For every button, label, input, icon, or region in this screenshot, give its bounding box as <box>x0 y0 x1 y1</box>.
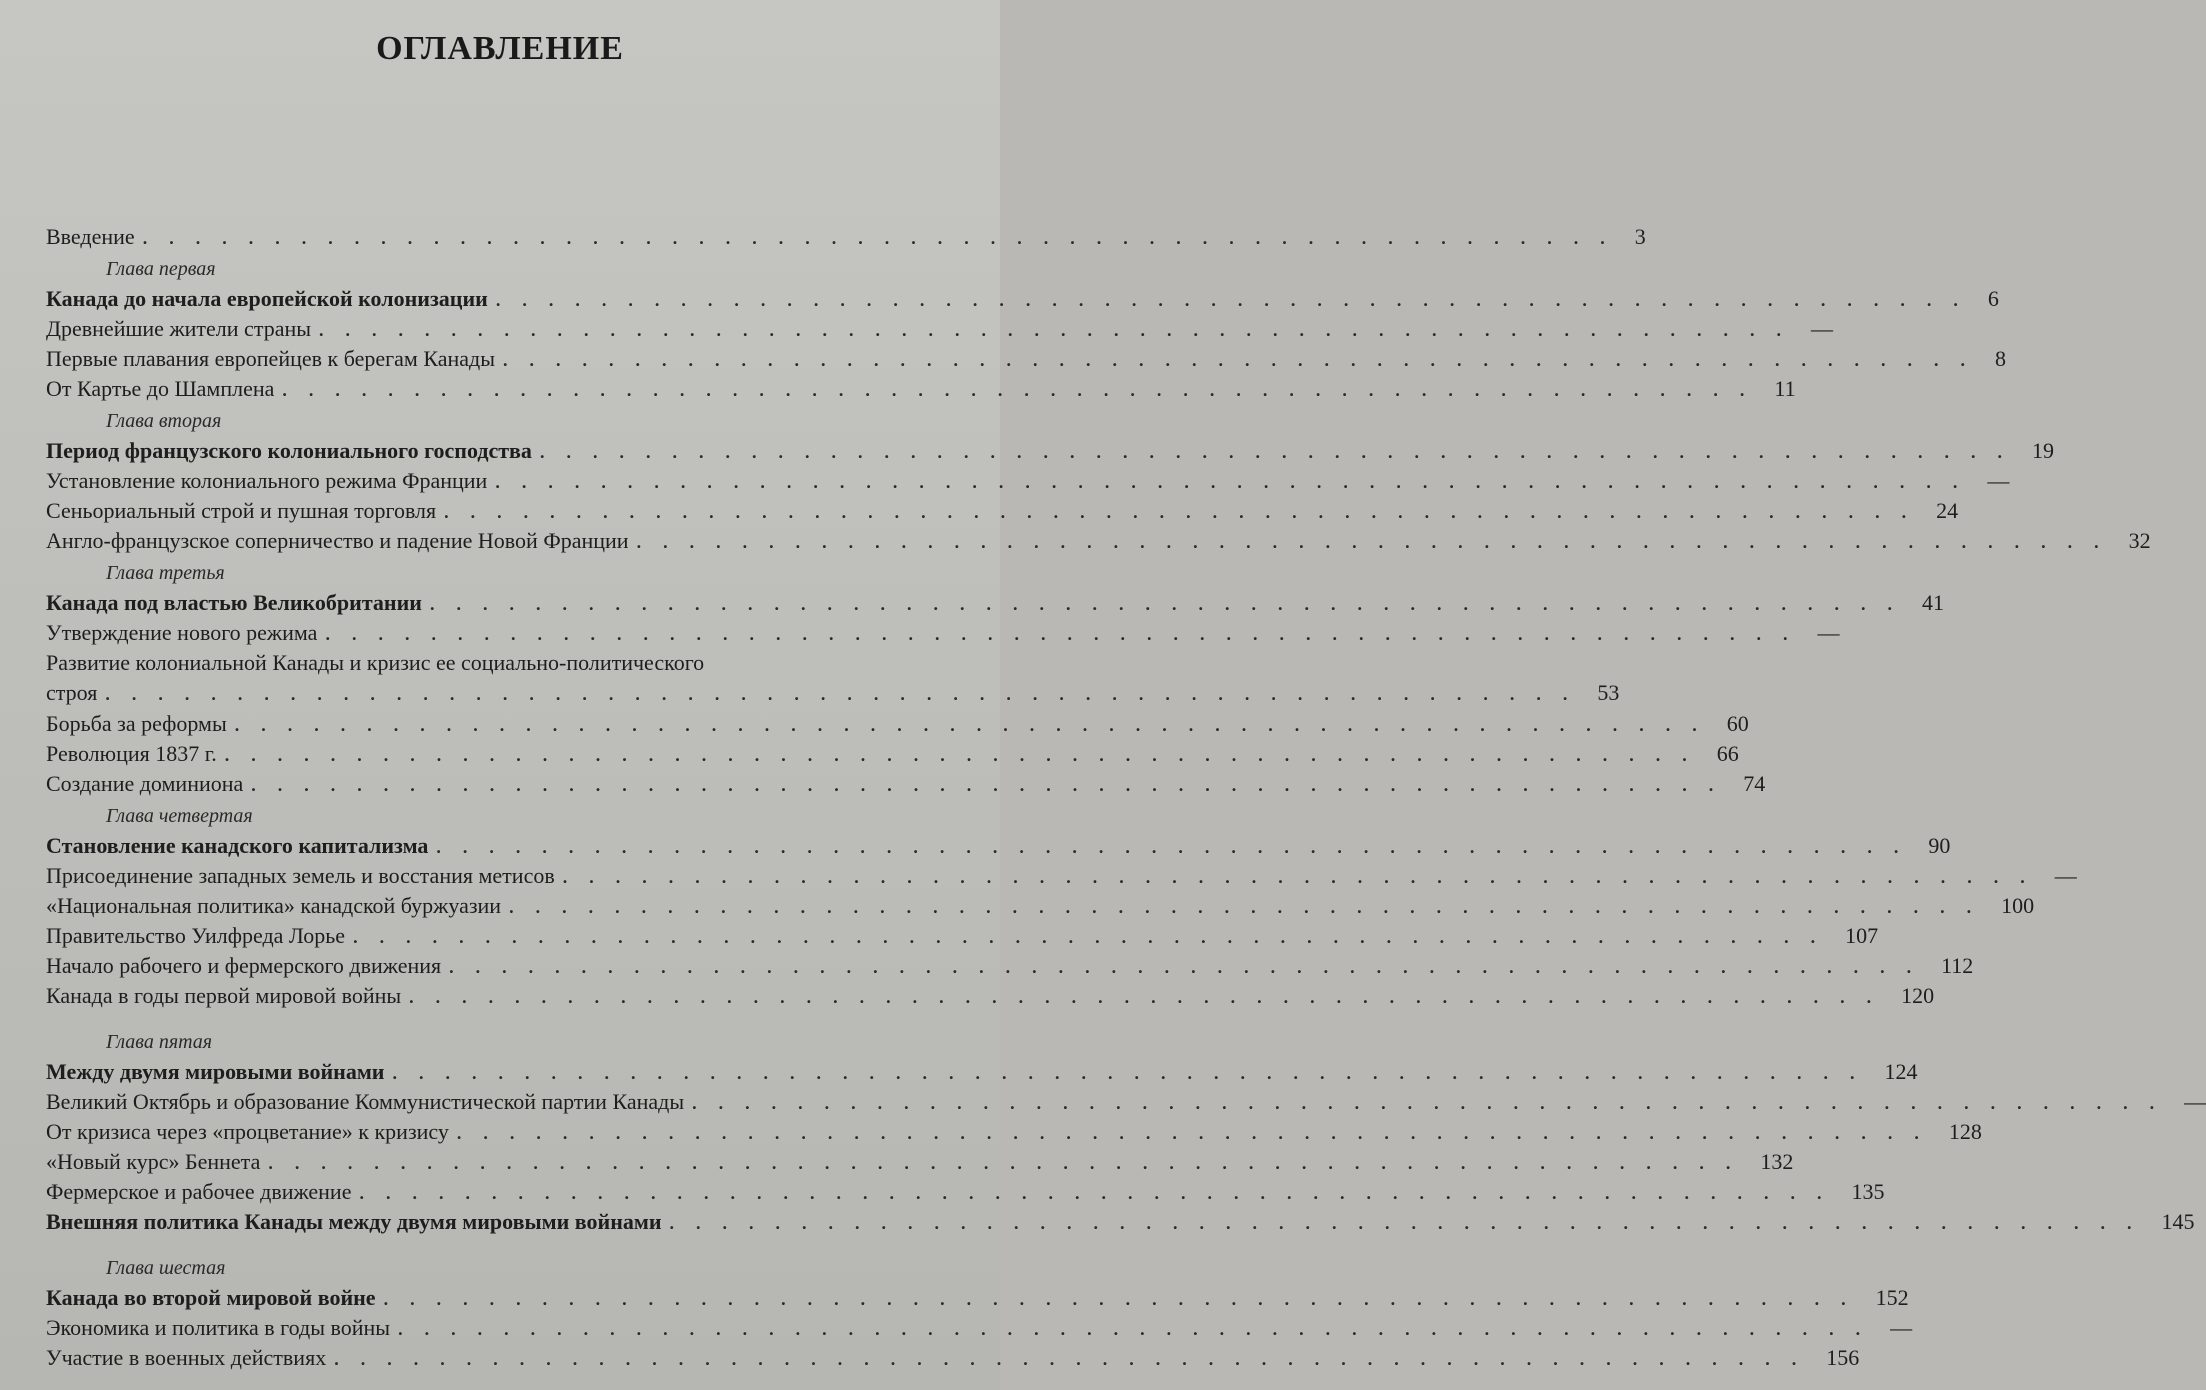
toc-chapter-title <box>46 436 2054 466</box>
leader-dots: ........................................................ <box>251 775 1736 795</box>
toc-entry-text: «Новый курс» Беннета <box>46 1149 261 1174</box>
toc-entry-text: Развитие колониальной Канады и кризис ее социально-политического <box>46 650 705 675</box>
toc-page-number: 6 <box>1987 286 1999 311</box>
toc-entry <box>46 1313 1913 1343</box>
toc-page-number: — <box>1811 316 1834 341</box>
leader-dots: ........................................................ <box>359 1183 1844 1203</box>
toc-entry-text-continued: строя <box>46 680 98 705</box>
toc-page-number: 152 <box>1875 1285 1909 1310</box>
leader-dots: ........................................................ <box>282 380 1767 400</box>
toc-page-number: — <box>2184 1089 2206 1114</box>
toc-entry-text: Первые плавания европейцев к берегам Канады <box>46 346 496 371</box>
toc-entry <box>46 1087 2206 1117</box>
toc-page-number: — <box>1890 1315 1913 1340</box>
leader-dots: ........................................................ <box>392 1063 1877 1083</box>
toc-entry <box>46 1207 2195 1237</box>
leader-dots: ........................................................ <box>409 987 1894 1007</box>
toc-page-number: 3 <box>1634 224 1646 249</box>
toc-page-number: 135 <box>1851 1179 1885 1204</box>
toc-page-number: 11 <box>1774 376 1796 401</box>
toc-page-number: 100 <box>2001 893 2035 918</box>
toc-page-number: 120 <box>1901 983 1935 1008</box>
leader-dots: ........................................................ <box>669 1213 2154 1233</box>
toc-entry <box>46 709 1749 739</box>
leader-dots: ........................................................ <box>325 624 1810 644</box>
toc-entry-text: Становление канадского капитализма <box>46 833 429 858</box>
toc-chapter-title <box>46 284 1999 314</box>
toc-entry <box>46 951 1974 981</box>
leader-dots: ........................................................ <box>268 1153 1753 1173</box>
toc-page-number: 124 <box>1884 1059 1918 1084</box>
toc-entry <box>46 1117 1982 1147</box>
leader-dots: ........................................................ <box>319 320 1804 340</box>
toc-entry-text: Между двумя мировыми войнами <box>46 1059 385 1084</box>
leader-dots: ........................................................ <box>436 837 1921 857</box>
toc-entry-text: От кризиса через «процветание» к кризису <box>46 1119 449 1144</box>
toc-entry-text: Правительство Уилфреда Лорье <box>46 923 346 948</box>
toc-entry <box>46 648 1620 709</box>
toc-entry-text: Канада до начала европейской колонизации <box>46 286 488 311</box>
toc-entry-text: Установление колониального режима Франции <box>46 468 488 493</box>
toc-entry <box>46 344 2007 374</box>
toc-entry-text: Период французского колониального господства <box>46 438 532 463</box>
leader-dots: ........................................................ <box>456 1123 1941 1143</box>
page-title: ОГЛАВЛЕНИЕ <box>376 30 624 67</box>
toc-page-number: — <box>1987 468 2010 493</box>
toc-entry-text: Борьба за реформы <box>46 711 227 736</box>
toc-page-number: — <box>1817 620 1840 645</box>
chapter-label: Глава вторая <box>106 410 222 432</box>
toc-page-number: 107 <box>1845 923 1879 948</box>
toc-page-number: — <box>2054 863 2077 888</box>
leader-dots: ........................................................ <box>444 502 1929 522</box>
toc-entry-text: Канада в годы первой мировой войны <box>46 983 402 1008</box>
leader-dots: ........................................................ <box>398 1319 1883 1339</box>
toc-chapter-title <box>46 1057 1918 1087</box>
toc-entry-text: Революция 1837 г. <box>46 741 217 766</box>
toc-entry <box>46 739 1739 769</box>
leader-dots: ........................................................ <box>142 228 1627 248</box>
toc-entry-text: Участие в военных действиях <box>46 1345 327 1370</box>
leader-dots: ........................................................ <box>692 1093 2177 1113</box>
chapter-label: Глава пятая <box>106 1031 213 1053</box>
leader-dots: ........................................................ <box>636 532 2121 552</box>
toc-entry-text: Создание доминиона <box>46 771 244 796</box>
toc-page-number: 24 <box>1936 498 1959 523</box>
toc-page-number: 156 <box>1826 1345 1860 1370</box>
chapter-label: Глава третья <box>106 562 225 584</box>
toc-page-number: 132 <box>1760 1149 1794 1174</box>
leader-dots: ........................................................ <box>334 1349 1819 1369</box>
toc-page-number: 90 <box>1928 833 1951 858</box>
toc-chapter-title <box>46 1283 1909 1313</box>
toc-entry-text: Введение <box>46 224 135 249</box>
table-of-contents <box>46 222 2206 1373</box>
toc-entry-text: Начало рабочего и фермерского движения <box>46 953 442 978</box>
toc-entry <box>46 1147 1794 1177</box>
leader-dots: ........................................................ <box>234 715 1719 735</box>
toc-entry-intro <box>46 222 1646 252</box>
leader-dots: ........................................................ <box>353 927 1838 947</box>
toc-entry <box>46 921 1879 951</box>
toc-page-number: 8 <box>1995 346 2007 371</box>
toc-entry-text: Англо-французское соперничество и падение Новой Франции <box>46 528 629 553</box>
toc-page-number: 32 <box>2128 528 2151 553</box>
toc-page-number: 74 <box>1743 771 1766 796</box>
chapter-label: Глава шестая <box>106 1257 226 1279</box>
toc-entry <box>46 314 1834 344</box>
toc-entry-text: Канада под властью Великобритании <box>46 590 422 615</box>
leader-dots: ........................................................ <box>495 472 1980 492</box>
chapter-label: Глава первая <box>106 258 216 280</box>
toc-entry-text: Экономика и политика в годы войны <box>46 1315 391 1340</box>
toc-entry <box>46 496 1959 526</box>
toc-entry <box>46 1177 1885 1207</box>
toc-page-number: 53 <box>1597 680 1620 705</box>
toc-entry-text: Фермерское и рабочее движение <box>46 1179 352 1204</box>
leader-dots: ........................................................ <box>503 350 1988 370</box>
toc-entry-text: Великий Октябрь и образование Коммунистической партии Канады <box>46 1089 685 1114</box>
leader-dots: ........................................................ <box>495 290 1980 310</box>
toc-page-number: 66 <box>1716 741 1739 766</box>
toc-chapter-title <box>46 588 1944 618</box>
leader-dots: ........................................................ <box>383 1289 1868 1309</box>
chapter-label: Глава четвертая <box>106 805 253 827</box>
toc-page-number: 112 <box>1941 953 1974 978</box>
toc-entry <box>46 374 1796 404</box>
toc-entry-text: От Картье до Шамплена <box>46 376 275 401</box>
toc-entry-text: Древнейшие жители страны <box>46 316 312 341</box>
toc-chapter-title <box>46 831 1951 861</box>
toc-entry-text: Утверждение нового режима <box>46 620 318 645</box>
toc-page-number: 19 <box>2031 438 2054 463</box>
toc-page-number: 145 <box>2161 1209 2195 1234</box>
toc-entry <box>46 769 1766 799</box>
toc-entry-text: Присоединение западных земель и восстания метисов <box>46 863 555 888</box>
leader-dots: ........................................................ <box>429 594 1914 614</box>
toc-entry <box>46 1343 1860 1373</box>
toc-entry <box>46 861 2077 891</box>
toc-page-number: 41 <box>1921 590 1944 615</box>
toc-entry <box>46 891 2035 921</box>
toc-entry-text: Канада во второй мировой войне <box>46 1285 376 1310</box>
toc-entry <box>46 981 1935 1011</box>
leader-dots: ........................................................ <box>449 957 1934 977</box>
leader-dots: ........................................................ <box>224 745 1709 765</box>
leader-dots: ........................................................ <box>562 867 2047 887</box>
toc-page-number: 128 <box>1948 1119 1982 1144</box>
toc-page-number: 60 <box>1726 711 1749 736</box>
toc-entry-text: Внешняя политика Канады между двумя мировыми войнами <box>46 1209 662 1234</box>
toc-entry <box>46 526 2151 556</box>
toc-entry-text: Сеньориальный строй и пушная торговля <box>46 498 437 523</box>
toc-entry <box>46 618 1840 648</box>
leader-dots: ........................................................ <box>509 897 1994 917</box>
leader-dots: ........................................................ <box>539 442 2024 462</box>
toc-entry-text: «Национальная политика» канадской буржуазии <box>46 893 502 918</box>
toc-entry <box>46 466 2010 496</box>
leader-dots: ........................................................ <box>105 684 1590 704</box>
